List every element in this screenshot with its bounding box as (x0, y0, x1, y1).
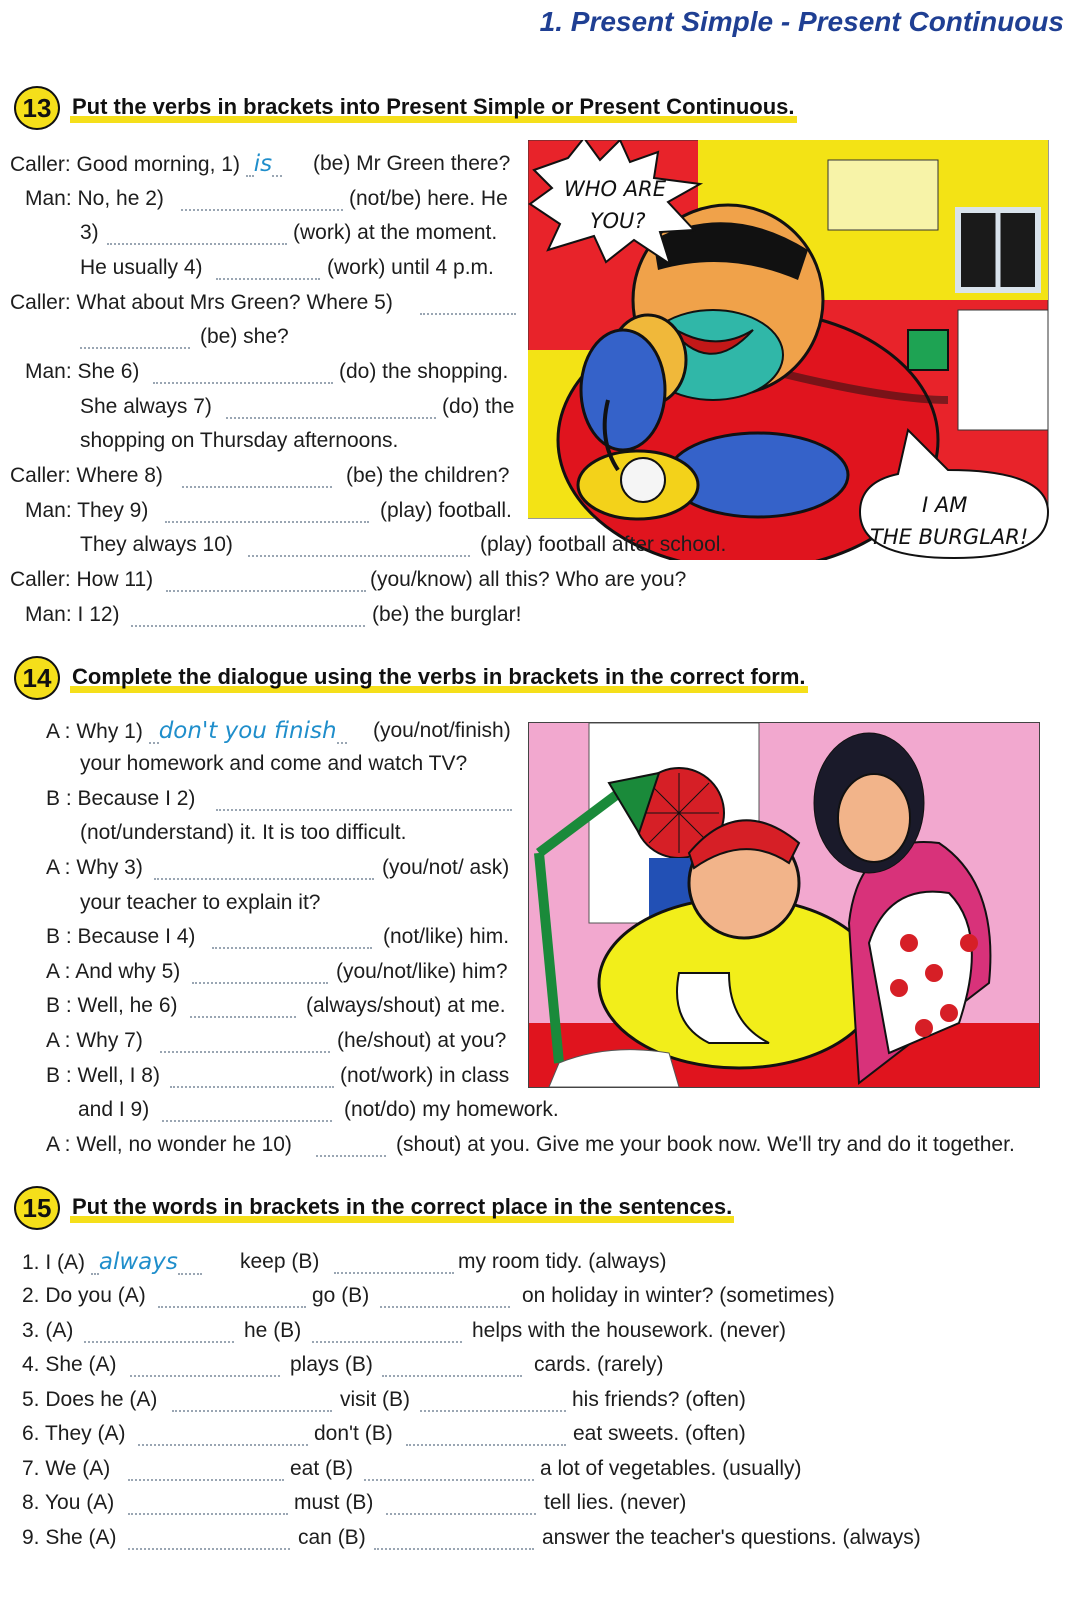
ex13-blank-3[interactable] (107, 222, 287, 245)
ex13-example-answer: is (253, 151, 273, 177)
exercise-14-instruction: Complete the dialogue using the verbs in brackets in the correct form. (70, 664, 808, 693)
exercise-15-number: 15 (14, 1186, 60, 1230)
ex15-item-7: 7. We (A) eat (B) a lot of vegetables. (usually) (22, 1457, 802, 1480)
ex13-blank-7[interactable] (226, 396, 436, 419)
exercise-14-heading (14, 656, 808, 700)
homework-illustration (528, 722, 1040, 1088)
ex15-item-6: 6. They (A) don't (B) eat sweets. (often) (22, 1422, 746, 1445)
ex15-blank-2a[interactable] (158, 1285, 306, 1308)
ex15-item-2: 2. Do you (A) go (B) on holiday in winter? (sometimes) (22, 1284, 835, 1307)
ex13-blank-12[interactable] (131, 604, 365, 627)
ex13-line-14: Man: I 12) (be) the burglar! (25, 603, 522, 626)
ex14-line-10: A : Why 7) (he/shout) at you? (46, 1029, 507, 1052)
ex13-blank-11[interactable] (166, 569, 366, 592)
ex14-blank-2[interactable] (216, 788, 512, 811)
ex14-line-7: B : Because I 4) (not/like) him. (46, 925, 510, 948)
ex13-line-9: shopping on Thursday afternoons. (80, 429, 399, 452)
exercise-15-heading (14, 1186, 734, 1230)
ex15-item-4: 4. She (A) plays (B) cards. (rarely) (22, 1353, 664, 1376)
ex13-blank-5[interactable] (420, 292, 516, 315)
burglar-illustration-svg (528, 140, 1068, 560)
ex14-line-2: your homework and come and watch TV? (80, 752, 468, 775)
ex15-blank-2b[interactable] (380, 1285, 510, 1308)
ex15-blank-3b[interactable] (312, 1320, 462, 1343)
ex14-blank-4[interactable] (212, 926, 372, 949)
ex13-line-2: Man: No, he 2) (not/be) here. He (25, 187, 508, 210)
exercise-14-number: 14 (14, 656, 60, 700)
ex14-line-8: A : And why 5) (you/not/like) him? (46, 960, 508, 983)
ex14-blank-10[interactable] (316, 1134, 386, 1157)
ex14-line-5: A : Why 3) (you/not/ ask) (46, 856, 510, 879)
ex13-line-4: He usually 4) (work) until 4 p.m. (80, 256, 494, 279)
ex14-line-12: and I 9) (not/do) my homework. (78, 1098, 559, 1121)
ex14-line-9: B : Well, he 6) (always/shout) at me. (46, 994, 506, 1017)
ex15-blank-6a[interactable] (138, 1423, 308, 1446)
ex15-blank-5b[interactable] (420, 1389, 566, 1412)
ex13-line-11: Man: They 9) (play) football. (25, 499, 512, 522)
ex13-line-3: 3) (work) at the moment. (80, 221, 498, 244)
ex14-line-13: A : Well, no wonder he 10) (shout) at you. Give me your book now. We'll try and do it together. (46, 1133, 1015, 1156)
ex13-blank-10[interactable] (248, 534, 470, 557)
ex15-blank-4a[interactable] (130, 1354, 280, 1377)
ex15-blank-8a[interactable] (128, 1492, 288, 1515)
exercise-13-heading (14, 86, 797, 130)
ex15-blank-9a[interactable] (128, 1527, 290, 1550)
ex14-example-answer: don't you finish (158, 718, 337, 744)
bubble-burglar-line1: I AM (922, 493, 968, 517)
ex14-blank-7[interactable] (160, 1030, 330, 1053)
ex15-blank-5a[interactable] (172, 1389, 332, 1412)
ex15-item-5: 5. Does he (A) visit (B) his friends? (often) (22, 1388, 746, 1411)
bubble-who-line1: WHO ARE (564, 177, 666, 201)
exercise-15-instruction: Put the words in brackets in the correct place in the sentences. (70, 1194, 734, 1223)
ex14-line-11: B : Well, I 8) (not/work) in class (46, 1064, 510, 1087)
ex15-blank-4b[interactable] (382, 1354, 522, 1377)
ex13-line-10: Caller: Where 8) (be) the children? (10, 464, 510, 487)
ex13-line-7: Man: She 6) (do) the shopping. (25, 360, 509, 383)
ex15-item-9: 9. She (A) can (B) answer the teacher's questions. (always) (22, 1526, 921, 1549)
ex14-line-6: your teacher to explain it? (80, 891, 321, 914)
ex15-item-3: 3. (A) he (B) helps with the housework. (never) (22, 1319, 786, 1342)
ex13-line-6: (be) she? (80, 322, 520, 352)
ex14-blank-5[interactable] (192, 961, 328, 984)
ex13-line-12: They always 10) (play) football after school. (80, 533, 727, 556)
ex13-blank-6[interactable] (153, 361, 333, 384)
ex14-blank-9[interactable] (162, 1099, 332, 1122)
ex13-line-8: She always 7) (do) the (80, 395, 515, 418)
ex15-blank-7b[interactable] (364, 1458, 534, 1481)
ex13-blank-4[interactable] (216, 257, 320, 280)
ex15-blank-7a[interactable] (128, 1458, 284, 1481)
ex15-example-answer: always (98, 1249, 178, 1275)
ex14-line-3: B : Because I 2) (46, 784, 520, 814)
ex13-line-1: Caller: Good morning, 1) is (be) Mr Green there? (10, 151, 511, 177)
ex15-item-8: 8. You (A) must (B) tell lies. (never) (22, 1491, 687, 1514)
ex15-blank-1b[interactable] (334, 1251, 454, 1274)
ex13-blank-8[interactable] (182, 465, 332, 488)
ex14-blank-8[interactable] (170, 1065, 334, 1088)
ex15-blank-3a[interactable] (84, 1320, 234, 1343)
bubble-who-line2: YOU? (590, 209, 646, 233)
ex13-line-5: Caller: What about Mrs Green? Where 5) (10, 288, 520, 318)
ex15-blank-9b[interactable] (374, 1527, 534, 1550)
ex14-line-4: (not/understand) it. It is too difficult. (80, 821, 407, 844)
exercise-13-number: 13 (14, 86, 60, 130)
page-title: 1. Present Simple - Present Continuous (539, 6, 1064, 37)
ex15-blank-6b[interactable] (406, 1423, 566, 1446)
ex13-blank-2[interactable] (181, 188, 343, 211)
bubble-burglar-line2: THE BURGLAR! (870, 525, 1029, 549)
ex15-blank-8b[interactable] (386, 1492, 536, 1515)
ex15-item-1: 1. I (A) always keep (B) my room tidy. (always) (22, 1249, 667, 1275)
ex14-blank-6[interactable] (190, 995, 296, 1018)
ex13-blank-9[interactable] (165, 500, 369, 523)
exercise-13-instruction: Put the verbs in brackets into Present Simple or Present Continuous. (70, 94, 797, 123)
ex14-blank-3[interactable] (154, 857, 374, 880)
ex14-line-1: A : Why 1) don't you finish (you/not/finish) (46, 718, 511, 744)
ex13-line-13: Caller: How 11) (you/know) all this? Who are you? (10, 568, 687, 591)
